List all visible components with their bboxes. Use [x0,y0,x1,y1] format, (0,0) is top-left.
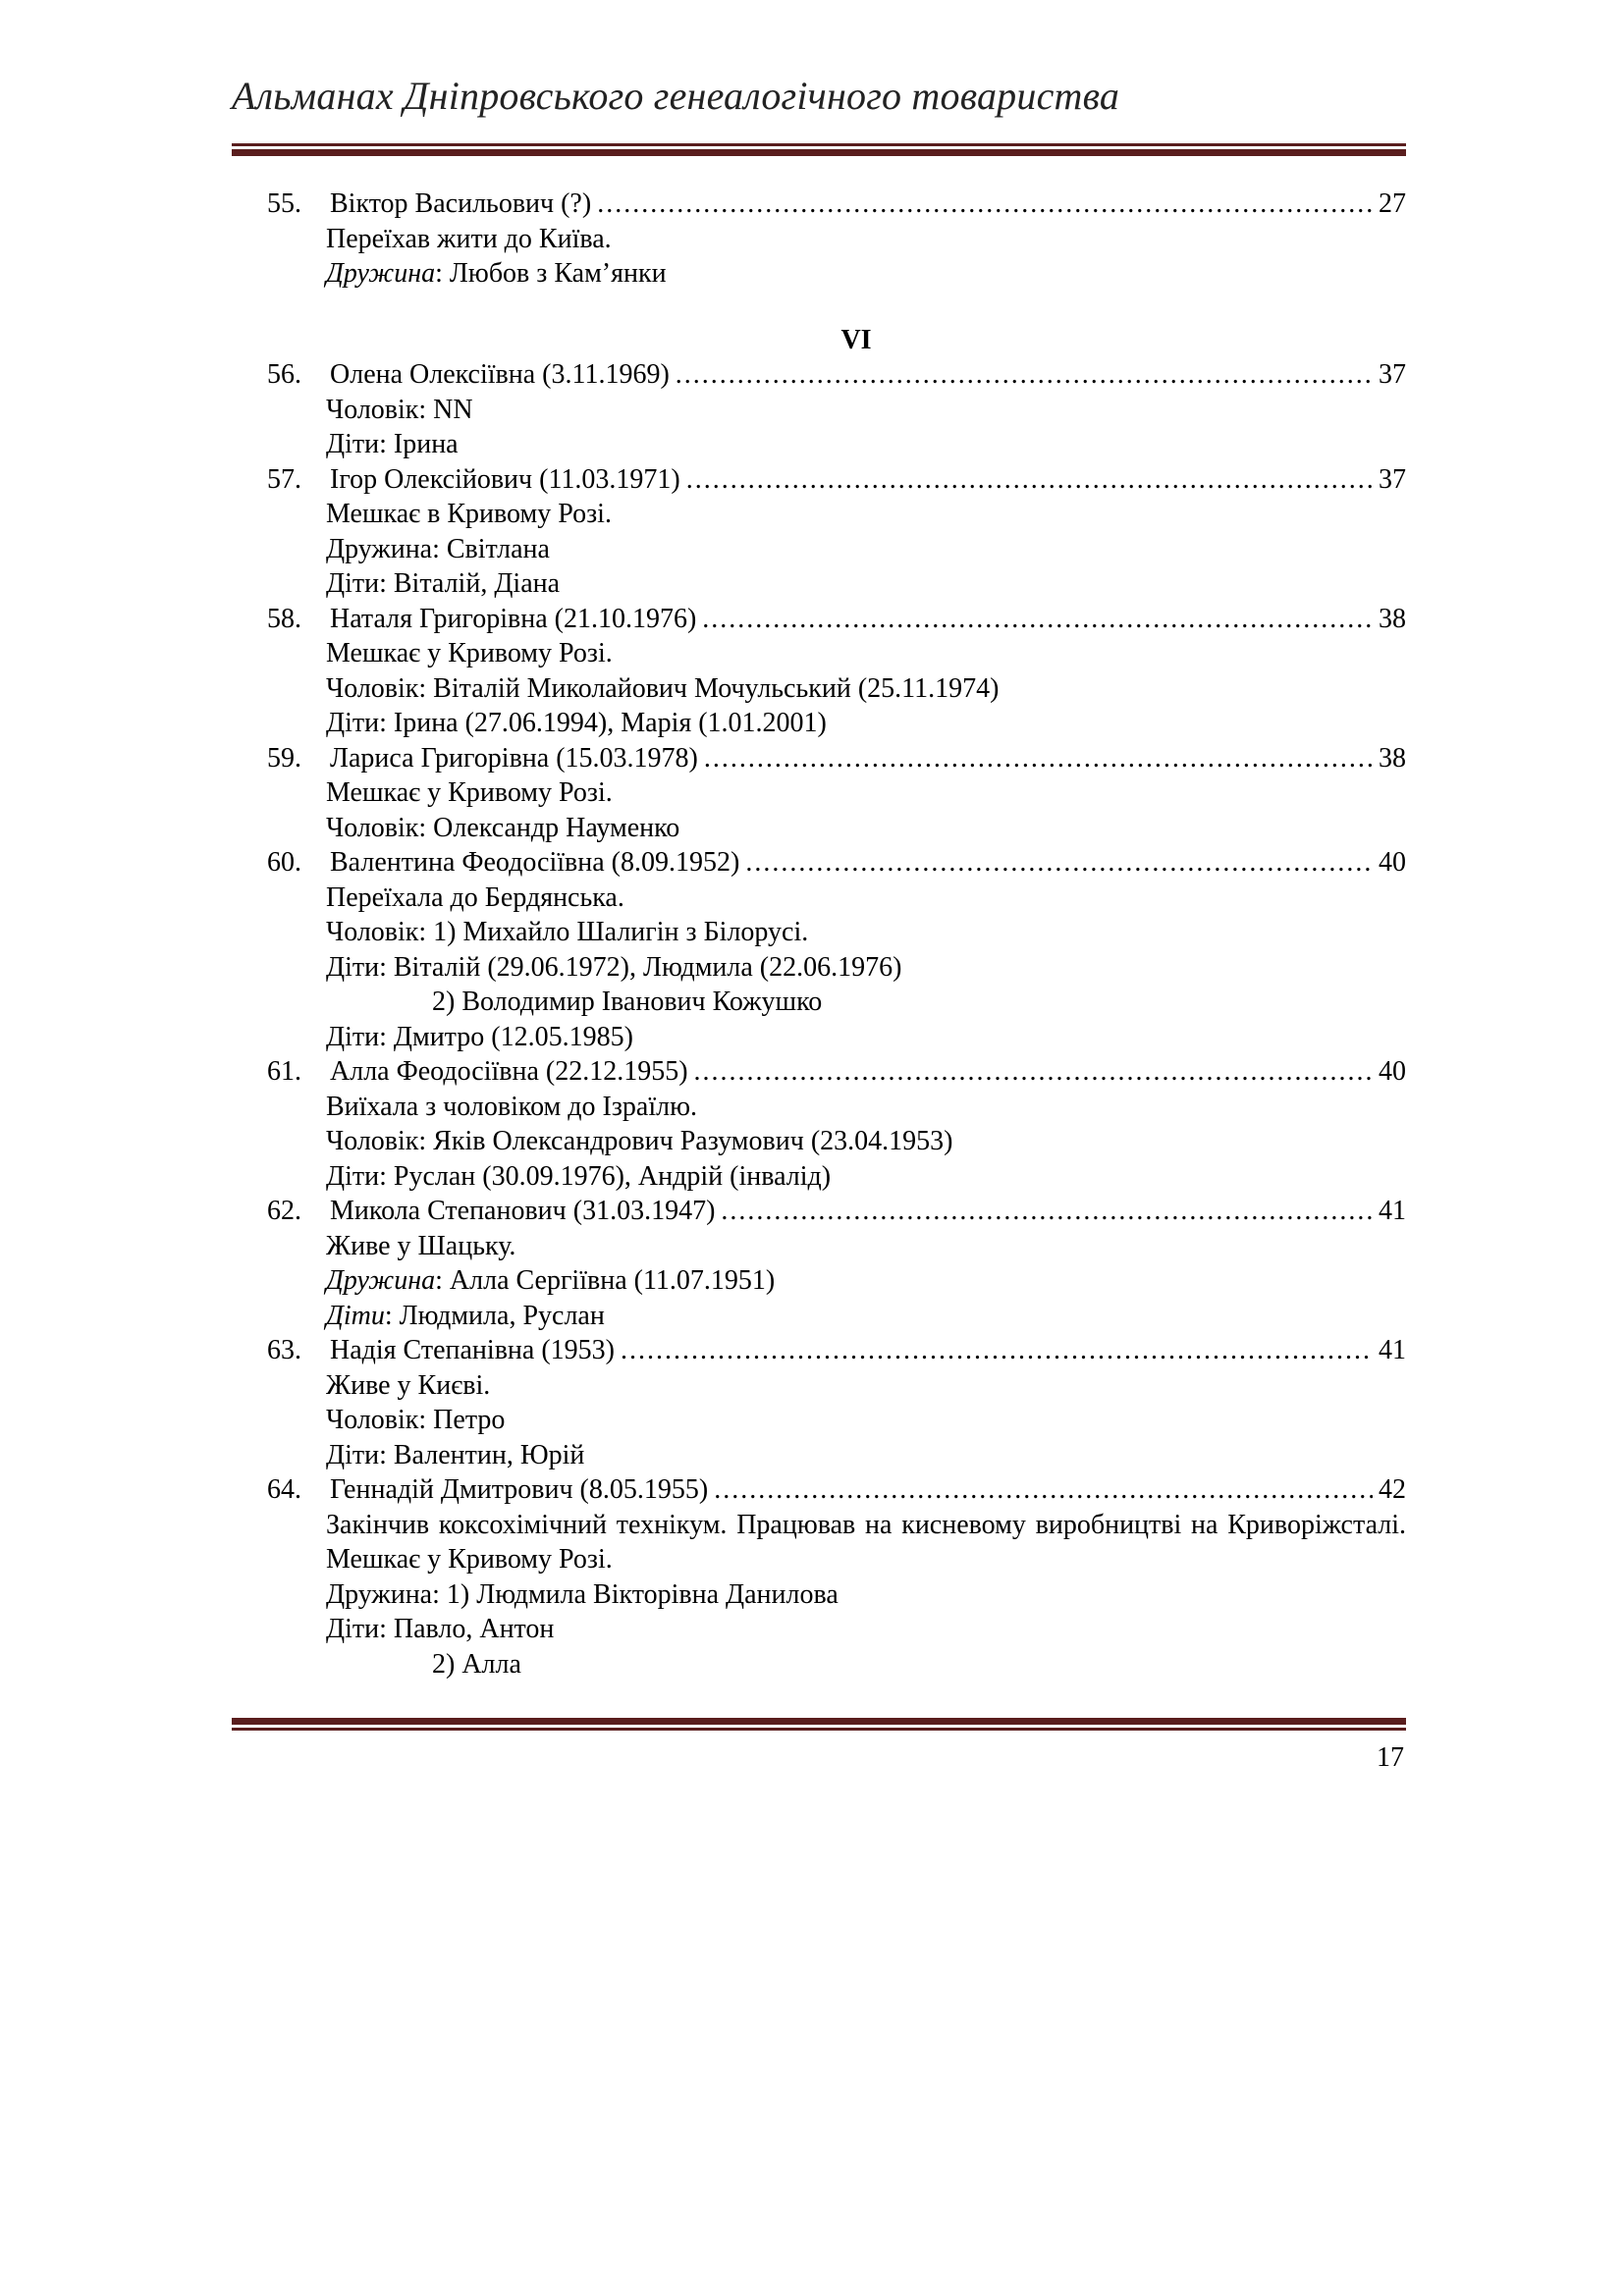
detail-text: Мешкає у Кривому Розі. [326,638,613,668]
leader-dots [745,845,1373,881]
detail-text: Діти: Ірина [326,429,459,459]
entry-detail-line [267,1299,1406,1334]
entry-detail-line [267,1438,1406,1473]
detail-text: Діти: Віталій (29.06.1972), Людмила (22.06.1976) [326,951,902,983]
detail-text: Чоловік: Петро [326,1405,506,1435]
entry-detail-line [267,1124,1406,1159]
leader-dots [702,602,1373,637]
entry-heading [267,1472,1406,1508]
entry-detail-line [267,950,1406,986]
detail-text: : Алла Сергіївна (11.07.1951) [435,1265,776,1296]
detail-label: Дружина [326,1265,436,1296]
entry-number: 55. [267,188,301,219]
entry-name: Олена Олексіївна (3.11.1969) [330,359,670,390]
entry-detail-line [267,915,1406,950]
detail-text: Переїхав жити до Київа. [326,223,612,254]
detail-text: Переїхала до Бердянська. [326,881,624,913]
detail-text: Мешкає у Кривому Розі. [326,777,613,808]
entry-detail-line [267,881,1406,916]
entry-number: 60. [267,847,301,878]
detail-text: Виїхала з чоловіком до Ізраїлю. [326,1091,697,1122]
detail-label: Дружина [326,258,436,289]
entry-detail-line [267,671,1406,707]
entry-heading [267,1333,1406,1368]
page-number: 17 [1377,1742,1404,1773]
detail-text: Закінчив коксохімічний технікум. Працював на кисневому виробництві на Криворіжсталі. Мешкає у Кривому Розі. [326,1509,1406,1575]
detail-text: : Любов з Кам’янки [435,258,667,289]
entry-name: Валентина Феодосіївна (8.09.1952) [330,847,740,878]
entry-page-ref: 37 [1379,463,1406,495]
leader-dots [621,1333,1373,1368]
entry-heading [267,845,1406,881]
detail-text: Діти: Павло, Антон [326,1614,555,1644]
entry-name: Геннадій Дмитрович (8.05.1955) [330,1474,709,1505]
entry-detail-line [267,985,1406,1020]
detail-text: Діти: Валентин, Юрій [326,1439,585,1470]
detail-text: Діти: Віталій, Діана [326,568,561,599]
entry-detail-line [267,497,1406,532]
leader-dots [597,187,1373,222]
entry-detail-line [267,566,1406,602]
entry-number: 57. [267,463,301,495]
entry-name: Наталя Григорівна (21.10.1976) [330,603,697,634]
detail-text: Дружина: Світлана [326,533,550,564]
entry-number: 59. [267,742,301,774]
entry-number: 61. [267,1056,301,1087]
entry-heading [267,741,1406,776]
detail-text: Живе у Шацьку. [326,1230,516,1261]
detail-text: : Людмила, Руслан [384,1300,605,1331]
entry-detail-line [267,532,1406,567]
entry-heading [267,1054,1406,1090]
entry-name: Віктор Васильович (?) [330,188,592,219]
detail-text: Чоловік: Віталій Миколайович Мочульський (25.11.1974) [326,672,1000,704]
entry-detail-line [267,1403,1406,1438]
entry-detail-line [267,1020,1406,1055]
entry-page-ref: 41 [1379,1196,1406,1226]
entry-name: Ігор Олексійович (11.03.1971) [330,463,680,495]
entry-heading [267,357,1406,393]
leader-dots [704,741,1373,776]
entry-page-ref: 40 [1379,847,1406,878]
entry-detail-line [267,222,1406,257]
entry-page-ref: 27 [1379,188,1406,219]
entry-detail-line [267,1368,1406,1404]
entry-detail-line [267,1229,1406,1264]
entry-page-ref: 42 [1379,1474,1406,1505]
entry-detail-line [267,706,1406,741]
leader-dots [686,462,1373,498]
entry-detail-line [267,1159,1406,1195]
detail-text: 2) Володимир Іванович Кожушко [432,987,823,1017]
running-head-title: Альманах Дніпровського генеалогічного товариства [232,74,1120,118]
entry-name: Алла Феодосіївна (22.12.1955) [330,1056,688,1087]
detail-text: Чоловік: Яків Олександрович Разумович (23.04.1953) [326,1126,953,1156]
entry-detail-line [267,427,1406,462]
entry-heading [267,187,1406,222]
section-heading: VI [840,324,872,355]
header-rule [232,143,1406,156]
detail-text: Живе у Києві. [326,1369,491,1401]
entry-number: 56. [267,359,301,390]
footer-rule [232,1718,1406,1731]
detail-text: 2) Алла [432,1648,521,1680]
detail-text: Чоловік: NN [326,394,473,425]
detail-text: Діти: Дмитро (12.05.1985) [326,1021,633,1052]
entry-page-ref: 40 [1379,1056,1406,1087]
entry-page-ref: 41 [1379,1335,1406,1365]
entry-page-ref: 38 [1379,603,1406,634]
entry-name: Надія Степанівна (1953) [330,1335,615,1365]
section-spacer [267,292,1406,309]
entry-page-ref: 37 [1379,359,1406,390]
entry-name: Лариса Григорівна (15.03.1978) [330,742,698,774]
leader-dots [714,1472,1373,1508]
entry-detail-line [267,393,1406,428]
leader-dots [676,357,1373,393]
genealogy-list [267,187,1406,1682]
entry-number: 63. [267,1335,301,1365]
entry-name: Микола Степанович (31.03.1947) [330,1196,716,1226]
entry-detail-line [267,775,1406,811]
entry-detail-line [267,1647,1406,1682]
detail-text: Чоловік: Олександр Науменко [326,812,680,843]
entry-heading [267,462,1406,498]
entry-detail-line [267,1263,1406,1299]
detail-text: Діти: Руслан (30.09.1976), Андрій (інвалід) [326,1160,832,1192]
entry-number: 62. [267,1196,301,1226]
detail-text: Мешкає в Кривому Розі. [326,499,612,529]
entry-number: 58. [267,603,301,634]
entry-detail-line [267,256,1406,292]
detail-label: Діти [326,1300,385,1331]
entry-detail-line [267,1612,1406,1647]
detail-text: Діти: Ірина (27.06.1994), Марія (1.01.2001) [326,708,827,738]
leader-dots [721,1194,1373,1229]
entry-number: 64. [267,1474,301,1505]
leader-dots [694,1054,1373,1090]
entry-heading [267,602,1406,637]
entry-detail-line [267,1508,1406,1577]
entry-detail-line [267,636,1406,671]
entry-page-ref: 38 [1379,742,1406,774]
detail-text: Дружина: 1) Людмила Вікторівна Данилова [326,1578,839,1610]
entry-detail-line [267,1577,1406,1613]
entry-detail-line [267,811,1406,846]
detail-text: Чоловік: 1) Михайло Шалигін з Білорусі. [326,917,809,947]
entry-detail-line [267,1090,1406,1125]
entry-heading [267,1194,1406,1229]
